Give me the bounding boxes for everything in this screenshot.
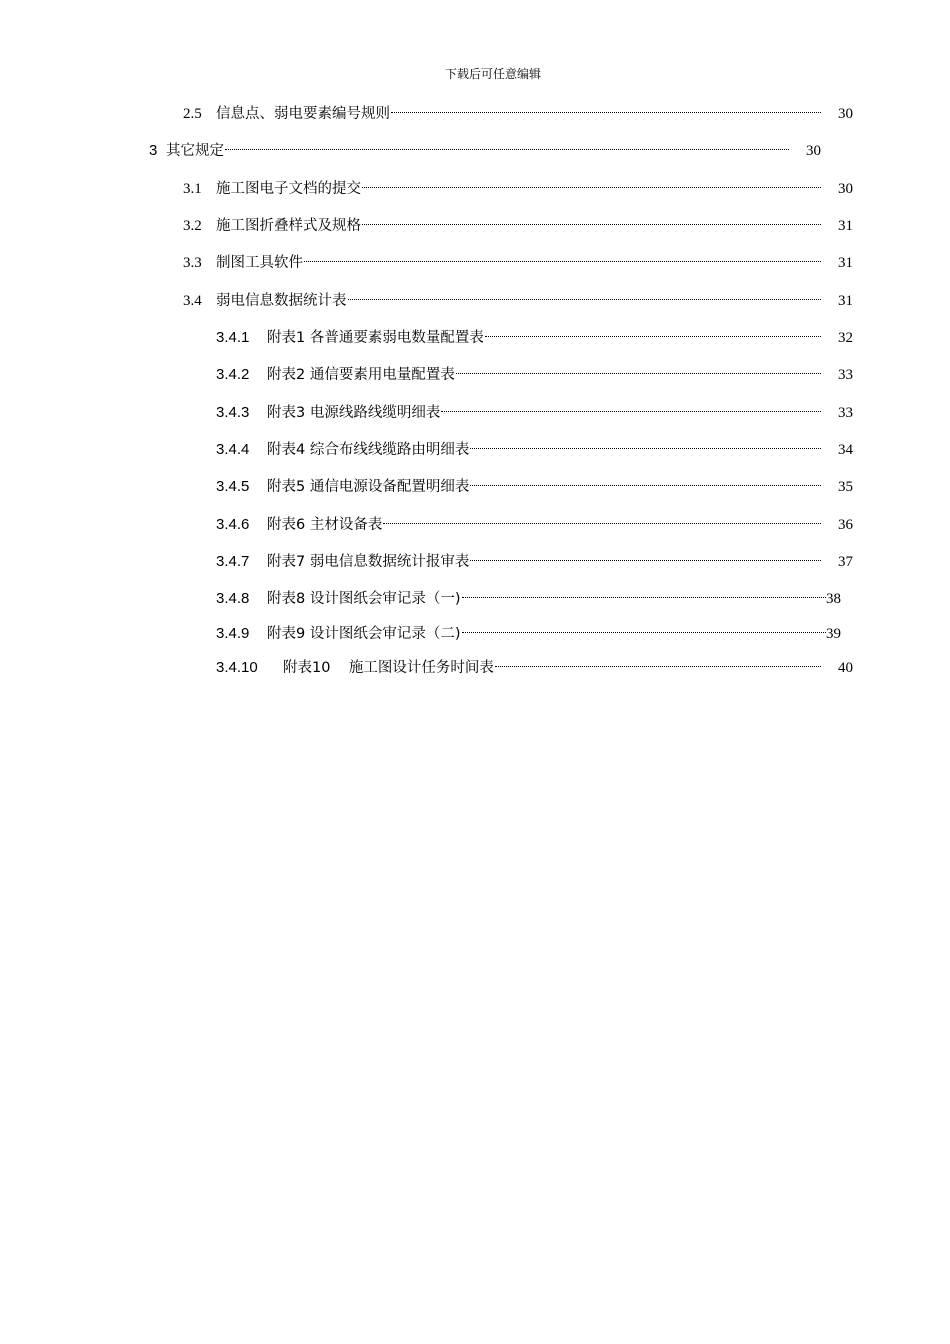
toc-entry-title: 附表4 综合布线线缆路由明细表 bbox=[267, 442, 470, 458]
toc-dot-leader bbox=[495, 650, 821, 672]
toc-entry-title: 附表5 通信电源设备配置明细表 bbox=[267, 479, 470, 495]
toc-entry[interactable] bbox=[216, 581, 841, 607]
toc-entry-page: 31 bbox=[838, 293, 853, 309]
toc-dot-leader bbox=[348, 283, 822, 305]
toc-entry-page: 30 bbox=[806, 143, 821, 159]
toc-dot-leader bbox=[304, 245, 821, 267]
toc-entry-number: 3.4.6 bbox=[216, 516, 250, 533]
toc-dot-leader bbox=[225, 133, 789, 155]
toc-entry-number: 3.4.7 bbox=[216, 553, 250, 570]
toc-entry[interactable] bbox=[183, 171, 853, 197]
toc-entry-number: 3.4.9 bbox=[216, 625, 250, 642]
toc-entry-page: 38 bbox=[826, 591, 841, 607]
toc-entry-title: 信息点、弱电要素编号规则 bbox=[216, 106, 390, 122]
toc-dot-leader bbox=[470, 432, 821, 454]
toc-entry-number: 3 bbox=[149, 142, 158, 159]
toc-entry-number: 3.4 bbox=[183, 293, 202, 309]
toc-entry-title: 弱电信息数据统计表 bbox=[216, 293, 347, 309]
toc-dot-leader bbox=[462, 581, 827, 603]
toc-entry-page: 32 bbox=[838, 330, 853, 346]
toc-entry-number: 3.4.4 bbox=[216, 441, 250, 458]
toc-entry-page: 36 bbox=[838, 517, 853, 533]
toc-entry-number: 3.4.2 bbox=[216, 366, 250, 383]
toc-entry-page: 37 bbox=[838, 554, 853, 570]
toc-entry-title: 其它规定 bbox=[166, 143, 224, 159]
toc-entry[interactable] bbox=[216, 395, 853, 421]
toc-entry-number: 3.4.3 bbox=[216, 404, 250, 421]
toc-dot-leader bbox=[391, 96, 821, 118]
toc-entry-number: 3.4.10 bbox=[216, 659, 258, 676]
toc-entry-page: 31 bbox=[838, 255, 853, 271]
toc-entry-page: 34 bbox=[838, 442, 853, 458]
toc-entry[interactable] bbox=[216, 507, 853, 533]
toc-dot-leader bbox=[383, 507, 821, 529]
toc-entry[interactable] bbox=[216, 544, 853, 570]
toc-entry-title: 制图工具软件 bbox=[216, 255, 303, 271]
toc-entry[interactable] bbox=[183, 283, 853, 309]
toc-entry[interactable] bbox=[183, 96, 853, 122]
toc-entry-page: 30 bbox=[838, 106, 853, 122]
toc-entry-number: 3.1 bbox=[183, 181, 202, 197]
toc-entry[interactable] bbox=[216, 469, 853, 495]
toc-entry-number: 3.3 bbox=[183, 255, 202, 271]
toc-entry-title: 附表8 设计图纸会审记录（一) bbox=[267, 591, 461, 607]
toc-entry-page: 33 bbox=[838, 405, 853, 421]
toc-dot-leader bbox=[470, 544, 821, 566]
toc-dot-leader bbox=[441, 395, 821, 417]
toc-entry-number: 3.4.5 bbox=[216, 478, 250, 495]
toc-entry-title: 附表6 主材设备表 bbox=[267, 517, 383, 533]
toc-dot-leader bbox=[470, 469, 821, 491]
toc-dot-leader bbox=[462, 616, 827, 638]
toc-entry-page: 33 bbox=[838, 367, 853, 383]
toc-entry[interactable] bbox=[216, 650, 853, 676]
toc-entry-title: 附表10 施工图设计任务时间表 bbox=[283, 660, 494, 676]
toc-dot-leader bbox=[456, 357, 821, 379]
toc-dot-leader bbox=[362, 171, 821, 193]
toc-entry-title: 附表7 弱电信息数据统计报审表 bbox=[267, 554, 470, 570]
toc-dot-leader bbox=[362, 208, 821, 230]
toc-entry[interactable] bbox=[183, 208, 853, 234]
toc-entry[interactable] bbox=[216, 432, 853, 458]
toc-entry-title: 附表3 电源线路线缆明细表 bbox=[267, 405, 441, 421]
toc-entry-page: 40 bbox=[838, 660, 853, 676]
toc-entry-page: 30 bbox=[838, 181, 853, 197]
page-header: 下载后可任意编辑 bbox=[444, 67, 541, 81]
toc-entry-number: 3.2 bbox=[183, 218, 202, 234]
toc-entry[interactable] bbox=[216, 357, 853, 383]
toc-entry-number: 2.5 bbox=[183, 106, 202, 122]
toc-entry-page: 31 bbox=[838, 218, 853, 234]
toc-entry[interactable] bbox=[149, 133, 821, 159]
toc-dot-leader bbox=[485, 320, 821, 342]
toc-entry[interactable] bbox=[216, 616, 841, 642]
toc-entry-title: 施工图电子文档的提交 bbox=[216, 181, 361, 197]
toc-entry-page: 39 bbox=[826, 626, 841, 642]
toc-entry-number: 3.4.8 bbox=[216, 590, 250, 607]
toc-entry[interactable] bbox=[183, 245, 853, 271]
toc-entry-number: 3.4.1 bbox=[216, 329, 250, 346]
toc-entry-title: 附表9 设计图纸会审记录（二) bbox=[267, 626, 461, 642]
toc-entry-page: 35 bbox=[838, 479, 853, 495]
toc-entry-title: 附表2 通信要素用电量配置表 bbox=[267, 367, 455, 383]
toc-entry[interactable] bbox=[216, 320, 853, 346]
toc-entry-title: 施工图折叠样式及规格 bbox=[216, 218, 361, 234]
toc-entry-title: 附表1 各普通要素弱电数量配置表 bbox=[267, 330, 484, 346]
